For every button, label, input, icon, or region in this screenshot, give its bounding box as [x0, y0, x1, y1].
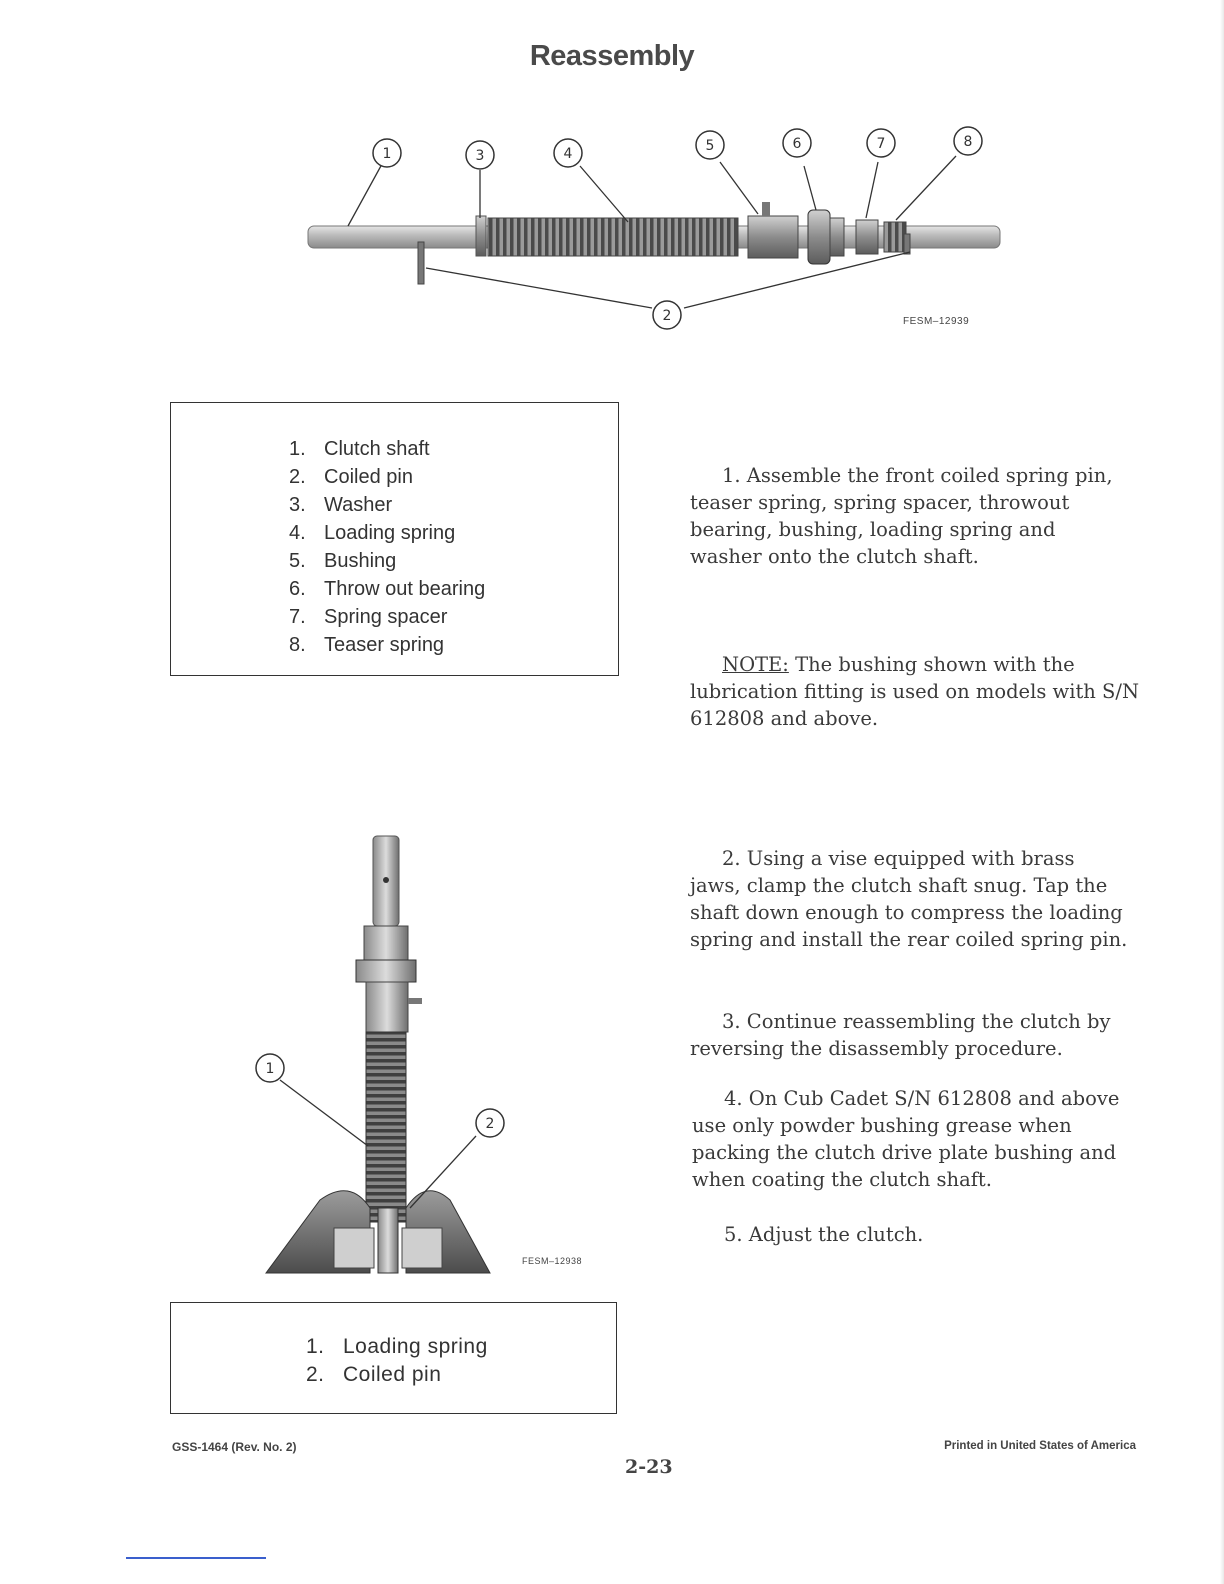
callout-1-label: 1 — [382, 146, 392, 162]
note-text: The bushing shown with the lubrication fitting is used on models with S/N 612808 and above. — [690, 653, 1140, 730]
legend1-item: 5. Bushing — [289, 550, 397, 572]
print-notice: Printed in United States of America — [944, 1440, 1136, 1452]
callout-2-label: 2 — [485, 1116, 495, 1132]
callout-2-label: 2 — [662, 308, 672, 324]
clutch-shaft-figure — [300, 118, 1010, 338]
legend1-item: 7. Spring spacer — [289, 606, 448, 628]
legend2-item: 2. Coiled pin — [306, 1363, 442, 1386]
vise-figure — [250, 828, 610, 1278]
step-4: 4. On Cub Cadet S/N 612808 and above use only powder bushing grease when packing the clutch drive plate bushing and when coating the clutch shaft. — [692, 1087, 1120, 1191]
note-label: NOTE: — [722, 653, 789, 676]
vise-illustration — [250, 828, 610, 1278]
callout-1 — [373, 139, 401, 167]
document-code: GSS-1464 (Rev. No. 2) — [172, 1440, 297, 1454]
callout-3 — [466, 141, 494, 169]
callout-6 — [783, 129, 811, 157]
callout-2 — [653, 301, 681, 329]
callout-6-label: 6 — [792, 136, 802, 152]
clutch-shaft-illustration — [300, 118, 1010, 338]
page-number: 2-23 — [625, 1456, 673, 1478]
legend1-item: 4. Loading spring — [289, 522, 456, 544]
step-2: 2. Using a vise equipped with brass jaws, clamp the clutch shaft snug. Tap the shaft down enough to compress the loading spring and install the rear coiled spring pin. — [690, 847, 1128, 951]
callout-2 — [476, 1109, 504, 1137]
legend1-item: 6. Throw out bearing — [289, 578, 486, 600]
step-3: 3. Continue reassembling the clutch by reversing the disassembly procedure. — [690, 1010, 1111, 1060]
callout-4-label: 4 — [563, 146, 573, 162]
callout-7-label: 7 — [876, 136, 886, 152]
callout-3-label: 3 — [475, 148, 485, 164]
scan-edge — [1220, 0, 1224, 1584]
legend1-item: 1. Clutch shaft — [289, 438, 430, 460]
legend1-item: 2. Coiled pin — [289, 466, 413, 488]
figure2-code: FESM–12938 — [522, 1256, 583, 1266]
callout-8 — [954, 127, 982, 155]
callout-1 — [256, 1054, 284, 1082]
blue-rule — [126, 1557, 266, 1559]
legend1-item: 3. Washer — [289, 494, 393, 516]
callout-8-label: 8 — [963, 134, 973, 150]
callout-5-label: 5 — [705, 138, 715, 154]
parts-legend-2 — [170, 1302, 617, 1414]
step-5: 5. Adjust the clutch. — [724, 1223, 924, 1246]
page-title: Reassembly — [529, 40, 695, 72]
figure1-code: FESM–12939 — [903, 316, 970, 327]
legend2-item: 1. Loading spring — [306, 1335, 488, 1358]
callout-4 — [554, 139, 582, 167]
note — [690, 651, 1140, 732]
step-1: 1. Assemble the front coiled spring pin, teaser spring, spring spacer, throwout bearing, bushing, loading spring and washer onto the clutch shaft. — [690, 464, 1113, 568]
callout-5 — [696, 131, 724, 159]
legend1-item: 8. Teaser spring — [289, 634, 445, 656]
parts-legend-1 — [170, 402, 619, 676]
callout-1-label: 1 — [265, 1061, 275, 1077]
callout-7 — [867, 129, 895, 157]
